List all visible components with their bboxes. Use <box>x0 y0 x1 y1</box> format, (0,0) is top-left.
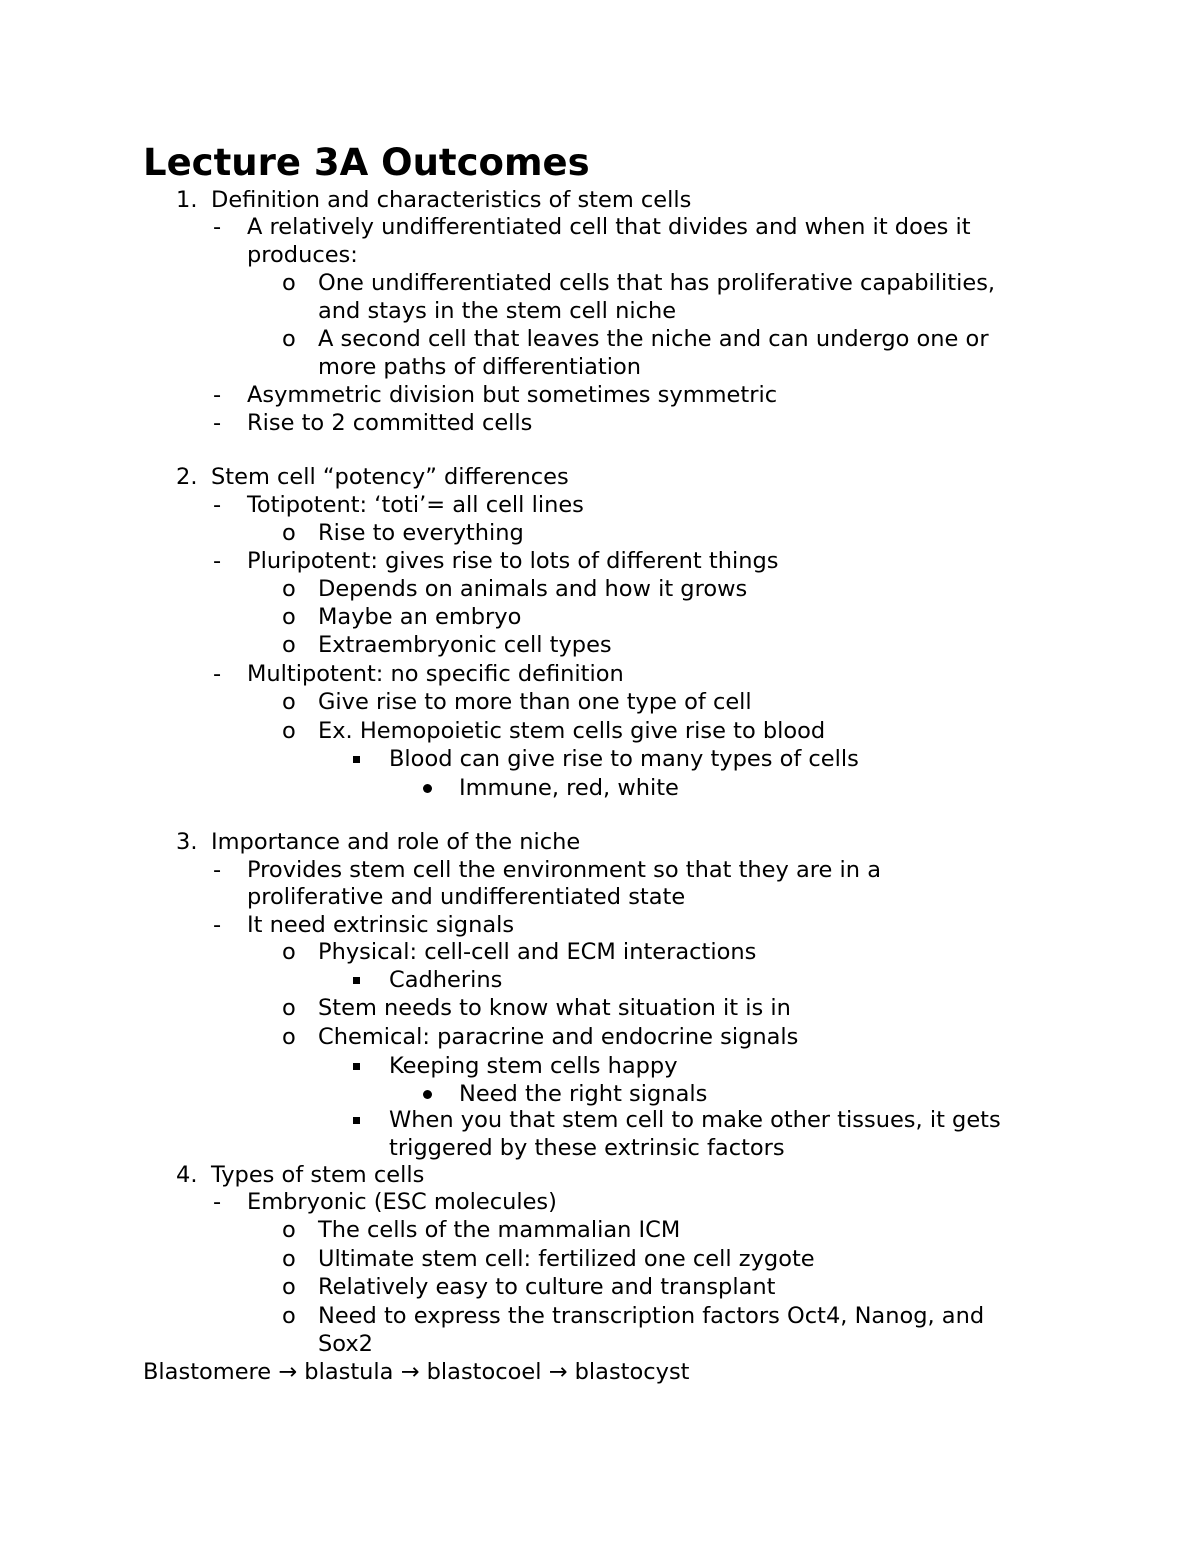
circle-bullet: o <box>282 604 296 630</box>
circle-bullet: o <box>282 1246 296 1272</box>
list-item: Provides stem cell the environment so that they are in a <box>247 857 881 883</box>
square-bullet <box>353 1117 360 1124</box>
list-item-continued: and stays in the stem cell niche <box>318 298 677 324</box>
list-item: Give rise to more than one type of cell <box>318 689 752 715</box>
dot-bullet <box>423 784 432 793</box>
dash-bullet: - <box>213 382 222 408</box>
list-item: Ex. Hemopoietic stem cells give rise to blood <box>318 718 826 744</box>
section-4-heading: Types of stem cells <box>211 1162 425 1188</box>
list-number-4: 4. <box>176 1162 198 1188</box>
circle-bullet: o <box>282 270 296 296</box>
dot-bullet <box>423 1090 432 1099</box>
list-item: Pluripotent: gives rise to lots of different things <box>247 548 779 574</box>
dash-bullet: - <box>213 548 222 574</box>
list-item: Keeping stem cells happy <box>389 1053 678 1079</box>
circle-bullet: o <box>282 1024 296 1050</box>
dash-bullet: - <box>213 661 222 687</box>
square-bullet <box>353 977 360 984</box>
list-item: Ultimate stem cell: fertilized one cell zygote <box>318 1246 815 1272</box>
circle-bullet: o <box>282 939 296 965</box>
list-item: Asymmetric division but sometimes symmetric <box>247 382 778 408</box>
circle-bullet: o <box>282 576 296 602</box>
circle-bullet: o <box>282 1303 296 1329</box>
section-2-heading: Stem cell “potency” differences <box>211 464 569 490</box>
list-item-continued: produces: <box>247 242 358 268</box>
list-item: Totipotent: ‘toti’= all cell lines <box>247 492 584 518</box>
list-item: Maybe an embryo <box>318 604 522 630</box>
list-item-continued: more paths of differentiation <box>318 354 641 380</box>
list-item: Extraembryonic cell types <box>318 632 612 658</box>
dash-bullet: - <box>213 214 222 240</box>
circle-bullet: o <box>282 689 296 715</box>
dash-bullet: - <box>213 1189 222 1215</box>
list-item: Relatively easy to culture and transplant <box>318 1274 776 1300</box>
list-item: Rise to 2 committed cells <box>247 410 533 436</box>
circle-bullet: o <box>282 1274 296 1300</box>
list-item-continued: Sox2 <box>318 1331 373 1357</box>
list-item: The cells of the mammalian ICM <box>318 1217 681 1243</box>
list-item-continued: proliferative and undifferentiated state <box>247 884 686 910</box>
section-1-heading: Definition and characteristics of stem cells <box>211 187 692 213</box>
list-item-continued: triggered by these extrinsic factors <box>389 1135 785 1161</box>
circle-bullet: o <box>282 326 296 352</box>
list-item: Physical: cell-cell and ECM interactions <box>318 939 757 965</box>
list-item: A relatively undifferentiated cell that divides and when it does it <box>247 214 971 240</box>
list-item: It need extrinsic signals <box>247 912 515 938</box>
list-item: One undifferentiated cells that has proliferative capabilities, <box>318 270 996 296</box>
dash-bullet: - <box>213 492 222 518</box>
list-item: When you that stem cell to make other tissues, it gets <box>389 1107 1001 1133</box>
list-number-1: 1. <box>176 187 198 213</box>
list-item: Multipotent: no specific definition <box>247 661 624 687</box>
blastomere-sequence-line: Blastomere → blastula → blastocoel → blastocyst <box>143 1359 690 1385</box>
square-bullet <box>353 756 360 763</box>
page-title: Lecture 3A Outcomes <box>143 141 590 184</box>
circle-bullet: o <box>282 1217 296 1243</box>
list-item: Cadherins <box>389 967 503 993</box>
list-item: Depends on animals and how it grows <box>318 576 748 602</box>
list-item: Blood can give rise to many types of cells <box>389 746 859 772</box>
circle-bullet: o <box>282 718 296 744</box>
circle-bullet: o <box>282 520 296 546</box>
dash-bullet: - <box>213 857 222 883</box>
dash-bullet: - <box>213 410 222 436</box>
list-item: Need the right signals <box>459 1081 708 1107</box>
list-item: Rise to everything <box>318 520 524 546</box>
list-number-3: 3. <box>176 829 198 855</box>
section-3-heading: Importance and role of the niche <box>211 829 581 855</box>
list-item: Chemical: paracrine and endocrine signals <box>318 1024 799 1050</box>
list-item: Embryonic (ESC molecules) <box>247 1189 557 1215</box>
list-item: A second cell that leaves the niche and can undergo one or <box>318 326 989 352</box>
list-item: Immune, red, white <box>459 775 679 801</box>
list-item: Need to express the transcription factors Oct4, Nanog, and <box>318 1303 985 1329</box>
list-number-2: 2. <box>176 464 198 490</box>
list-item: Stem needs to know what situation it is in <box>318 995 791 1021</box>
circle-bullet: o <box>282 632 296 658</box>
square-bullet <box>353 1063 360 1070</box>
dash-bullet: - <box>213 912 222 938</box>
circle-bullet: o <box>282 995 296 1021</box>
